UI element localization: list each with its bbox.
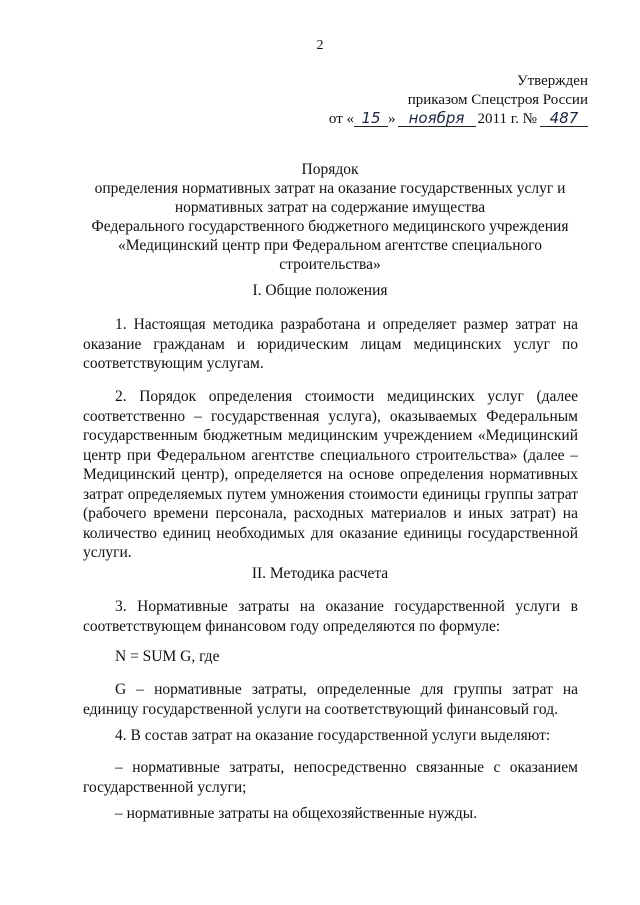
paragraph-2: 2. Порядок определения стоимости медицинских услуг (далее соответственно – государственная услуга), оказываемых Федеральным государственным бюджетным медицинским учреждением «Медицинский центр при Федеральном агентстве специального строительства» (далее – Медицинский центр), определяется на основе определения нормативных затрат определяемых путем умножения стоимости единицы группы затрат (рабочего времени персонала, расходных материалов и иных затрат) на количество единиц необходимых для оказание единицы государственной услуги. [83, 388, 578, 561]
title-line-4: Федерального государственного бюджетного медицинского учреждения [91, 218, 569, 235]
handwritten-order-number: 487 [540, 111, 588, 127]
title-line-3: нормативных затрат на содержание имущества [174, 199, 486, 216]
handwritten-month: ноября [398, 111, 476, 127]
approval-stamp [329, 72, 588, 129]
paragraph-4: 4. В состав затрат на оказание государственной услуги выделяют: [115, 727, 551, 744]
date-year: 2011 г. № [477, 111, 537, 127]
list-item-general-costs: – нормативные затраты на общехозяйственные нужды. [115, 805, 478, 822]
document-title [60, 160, 600, 274]
page-number: 2 [316, 38, 324, 53]
section-1-heading: I. Общие положения [252, 282, 388, 299]
date-prefix: от « [328, 111, 355, 127]
list-item-direct-costs: – нормативные затраты, непосредственно связанные с оказанием государственной услуги; [83, 759, 578, 796]
paragraph-1: 1. Настоящая методика разработана и определяет размер затрат на оказание гражданам и юридическим лицам медицинских услуг по соответствующим услугам. [83, 316, 578, 372]
formula: N = SUM G, где [115, 648, 220, 665]
approval-line-1: Утвержден [516, 73, 588, 89]
title-line-2: определения нормативных затрат на оказание государственных услуг и [94, 180, 566, 197]
title-line-1: Порядок [301, 161, 359, 178]
approval-line-2: приказом Спецстроя России [407, 92, 588, 108]
handwritten-day: 15 [354, 111, 388, 127]
section-2-heading: II. Методика расчета [251, 565, 389, 582]
date-mid: » [388, 111, 396, 127]
paragraph-3: 3. Нормативные затраты на оказание государственной услуги в соответствующем финансовом году определяются по формуле: [83, 598, 578, 635]
paragraph-g-definition: G – нормативные затраты, определенные для группы затрат на единицу государственной услуги на соответствующий финансовый год. [83, 681, 578, 718]
title-line-5: «Медицинский центр при Федеральном агентстве специального [118, 237, 542, 254]
title-line-6: строительства» [279, 256, 381, 273]
approval-date-line [329, 110, 588, 129]
